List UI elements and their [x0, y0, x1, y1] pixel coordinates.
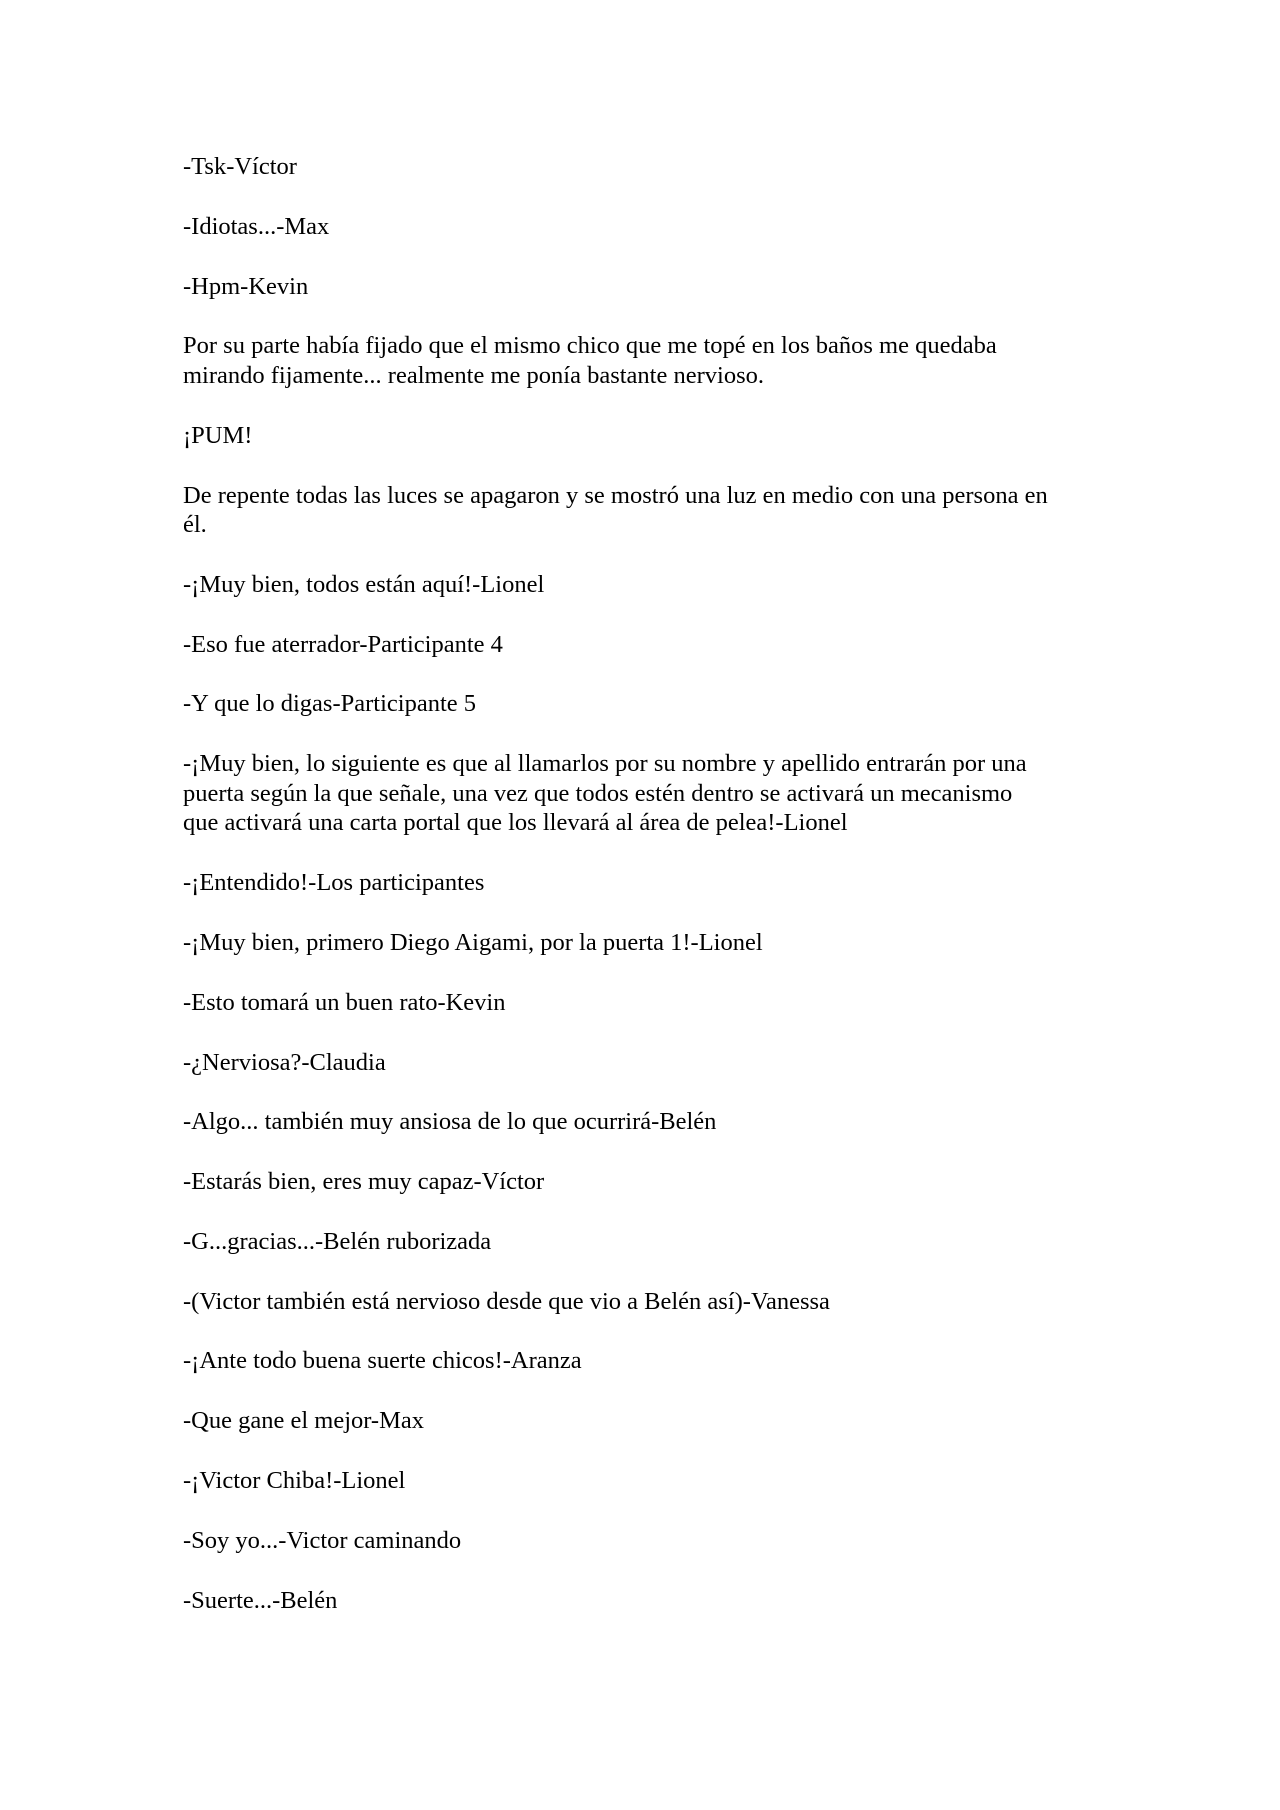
text-line: -¡Muy bien, todos están aquí!-Lionel	[183, 570, 545, 598]
text-line: ¡PUM!	[183, 421, 253, 449]
text-line: puerta según la que señale, una vez que todos estén dentro se activará un mecanismo	[183, 779, 1013, 807]
text-line: -G...gracias...-Belén ruborizada	[183, 1227, 492, 1255]
text-line: -Que gane el mejor-Max	[183, 1407, 425, 1435]
document-body	[183, 152, 1103, 1645]
paragraph-dialogue-kevin-rato	[183, 988, 1103, 1018]
paragraph-dialogue-lionel-diego	[183, 928, 1103, 958]
paragraph-dialogue-lionel-instructions	[183, 749, 1103, 838]
paragraph-dialogue-lionel-1	[183, 570, 1103, 600]
text-line: él.	[183, 511, 207, 539]
text-line: Por su parte había fijado que el mismo chico que me topé en los baños me quedaba	[183, 332, 997, 360]
text-line: -¿Nerviosa?-Claudia	[183, 1048, 386, 1076]
paragraph-narration-baths	[183, 331, 1103, 390]
paragraph-dialogue-kevin-hpm	[183, 272, 1103, 302]
text-line: -¡Muy bien, lo siguiente es que al llamarlos por su nombre y apellido entrarán por una	[183, 750, 1027, 778]
paragraph-dialogue-belen-suerte	[183, 1586, 1103, 1616]
paragraph-dialogue-belen-gracias	[183, 1227, 1103, 1257]
text-line: -¡Victor Chiba!-Lionel	[183, 1467, 406, 1494]
text-line: -¡Entendido!-Los participantes	[183, 869, 485, 897]
text-line: -Suerte...-Belén	[183, 1586, 338, 1614]
paragraph-dialogue-participante-4	[183, 630, 1103, 660]
paragraph-pum	[183, 421, 1103, 451]
text-line: mirando fijamente... realmente me ponía bastante nervioso.	[183, 361, 764, 389]
paragraph-dialogue-vanessa	[183, 1287, 1103, 1317]
paragraph-dialogue-lionel-victor	[183, 1466, 1103, 1496]
paragraph-dialogue-victor-capaz	[183, 1167, 1103, 1197]
paragraph-dialogue-participantes	[183, 868, 1103, 898]
text-line: -Tsk-Víctor	[183, 153, 297, 180]
paragraph-dialogue-claudia	[183, 1048, 1103, 1078]
paragraph-dialogue-belen-ansiosa	[183, 1107, 1103, 1137]
paragraph-dialogue-max-idiotas	[183, 212, 1103, 242]
text-line: -Y que lo digas-Participante 5	[183, 690, 477, 718]
text-line: -Esto tomará un buen rato-Kevin	[183, 988, 506, 1016]
text-line: -Idiotas...-Max	[183, 212, 330, 240]
paragraph-dialogue-victor-tsk	[183, 152, 1103, 182]
text-line: -Estarás bien, eres muy capaz-Víctor	[183, 1168, 545, 1196]
text-line: -Hpm-Kevin	[183, 272, 309, 300]
text-line: -(Victor también está nervioso desde que vio a Belén así)-Vanessa	[183, 1287, 830, 1315]
text-line: -Eso fue aterrador-Participante 4	[183, 630, 503, 658]
text-line: -Algo... también muy ansiosa de lo que ocurrirá-Belén	[183, 1108, 717, 1136]
text-line: que activará una carta portal que los llevará al área de pelea!-Lionel	[183, 809, 848, 837]
text-line: De repente todas las luces se apagaron y se mostró una luz en medio con una persona en	[183, 481, 1048, 509]
paragraph-dialogue-participante-5	[183, 689, 1103, 719]
text-line: -¡Ante todo buena suerte chicos!-Aranza	[183, 1347, 582, 1375]
paragraph-dialogue-victor-caminando	[183, 1526, 1103, 1556]
text-line: -Soy yo...-Victor caminando	[183, 1526, 462, 1554]
paragraph-dialogue-max-mejor	[183, 1406, 1103, 1436]
paragraph-dialogue-aranza	[183, 1346, 1103, 1376]
text-line: -¡Muy bien, primero Diego Aigami, por la puerta 1!-Lionel	[183, 928, 763, 956]
paragraph-narration-lights	[183, 481, 1103, 540]
